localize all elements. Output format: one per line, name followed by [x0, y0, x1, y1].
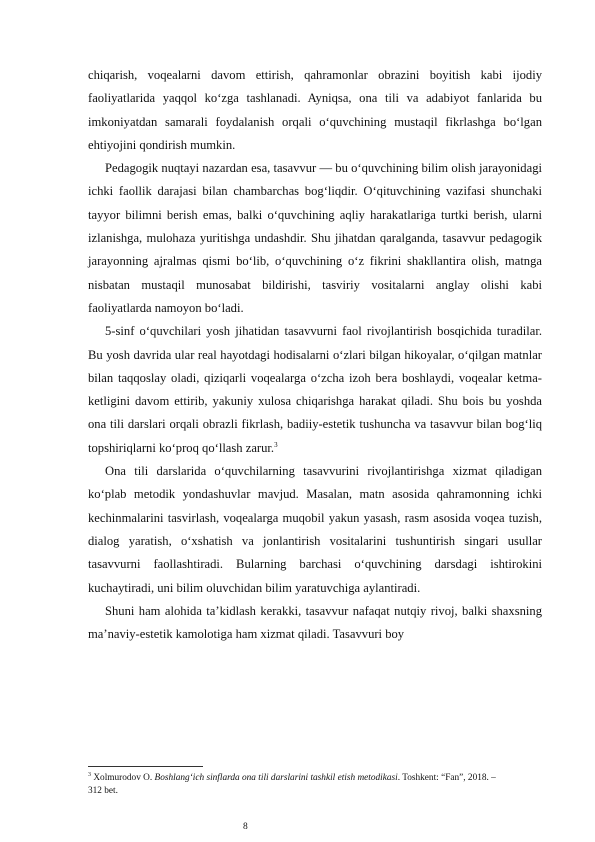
footnote-marker: 3 — [274, 440, 278, 449]
footnote-number: 3 — [88, 772, 91, 778]
footnote-divider — [88, 766, 203, 767]
footnote — [88, 769, 508, 798]
paragraph-1: chiqarish, voqealarni davom ettirish, qahramonlar obrazini boyitish kabi ijodiy faoliyatlarida yaqqol ko‘zga tashlanadi. Ayniqsa, ona tili va adabiyot fanlarida bu imkoniyatdan samarali foydalanish orqali o‘quvchining mustaqil fikrlashga bo‘lgan ehtiyojini qondirish mumkin. — [88, 68, 542, 152]
footnote-tail: . Toshkent: “Fan”, 2018. – 312 bet. — [88, 773, 496, 797]
body-text — [88, 64, 542, 646]
paragraph-3 — [88, 320, 542, 460]
paragraph-5: Shuni ham alohida ta’kidlash kerakki, tasavvur nafaqat nutqiy rivoj, balki shaxsning ma’naviy-estetik kamolotiga ham xizmat qiladi. Tasavvuri boy — [88, 603, 542, 642]
footnote-title: Boshlang‘ich sinflarda ona tili darslarini tashkil etish metodikasi — [154, 773, 398, 784]
paragraph-4: Ona tili darslarida o‘quvchilarning tasavvurini rivojlantirishga xizmat qiladigan ko‘plab metodik yondashuvlar mavjud. Masalan, matn asosida qahramonning ichki kechinmalarini tasvirlash, voqealarga muqobil yakun yasash, rasm asosida voqea tuzish, dialog yaratish, o‘xshatish va jonlantirish vositalarini tushuntirish singari usullar tasavvurni faollashtiradi. Bularning barchasi o‘quvchining darsdagi ishtirokini kuchaytiradi, uni bilim oluvchidan bilim yaratuvchiga aylantiradi. — [88, 464, 542, 595]
paragraph-2: Pedagogik nuqtayi nazardan esa, tasavvur — bu o‘quvchining bilim olish jarayonidagi ichki faollik darajasi bilan chambarchas bog‘liqdir. O‘qituvchining vazifasi shunchaki tayyor bilimni berish emas, balki o‘quvchining aqliy harakatlariga turtki berish, ularni izlanishga, mulohaza yuritishga undashdir. Shu jihatdan qaralganda, tasavvur pedagogik jarayonning ajralmas qismi bo‘lib, o‘quvchining o‘z fikrini shakllantira olish, matnga nisbatan mustaqil munosabat bildirishi, tasviriy vositalarni anglay olishi kabi faoliyatlarda namoyon bo‘ladi. — [88, 161, 542, 315]
paragraph-3-text: 5-sinf o‘quvchilari yosh jihatidan tasavvurni faol rivojlantirish bosqichida turadilar. Bu yosh davrida ular real hayotdagi hodisalarni o‘zlari bilgan hikoyalar, o‘qilgan matnlar bilan taqqoslay oladi, qiziqarli voqealarga o‘zcha izoh bera boshlaydi, voqealar ketma-ketligini davom ettirib, yakuniy xulosa chiqarishga harakat qiladi. Shu bois bu yoshda ona tili darslari orqali obrazli fikrlash, badiiy-estetik tushuncha va tasavvur bilan bog‘liq topshiriqlarni ko‘proq qo‘llash zarur. — [88, 324, 542, 455]
page-number: 8 — [243, 822, 248, 832]
footnote-author: Xolmurodov O. — [93, 773, 153, 784]
